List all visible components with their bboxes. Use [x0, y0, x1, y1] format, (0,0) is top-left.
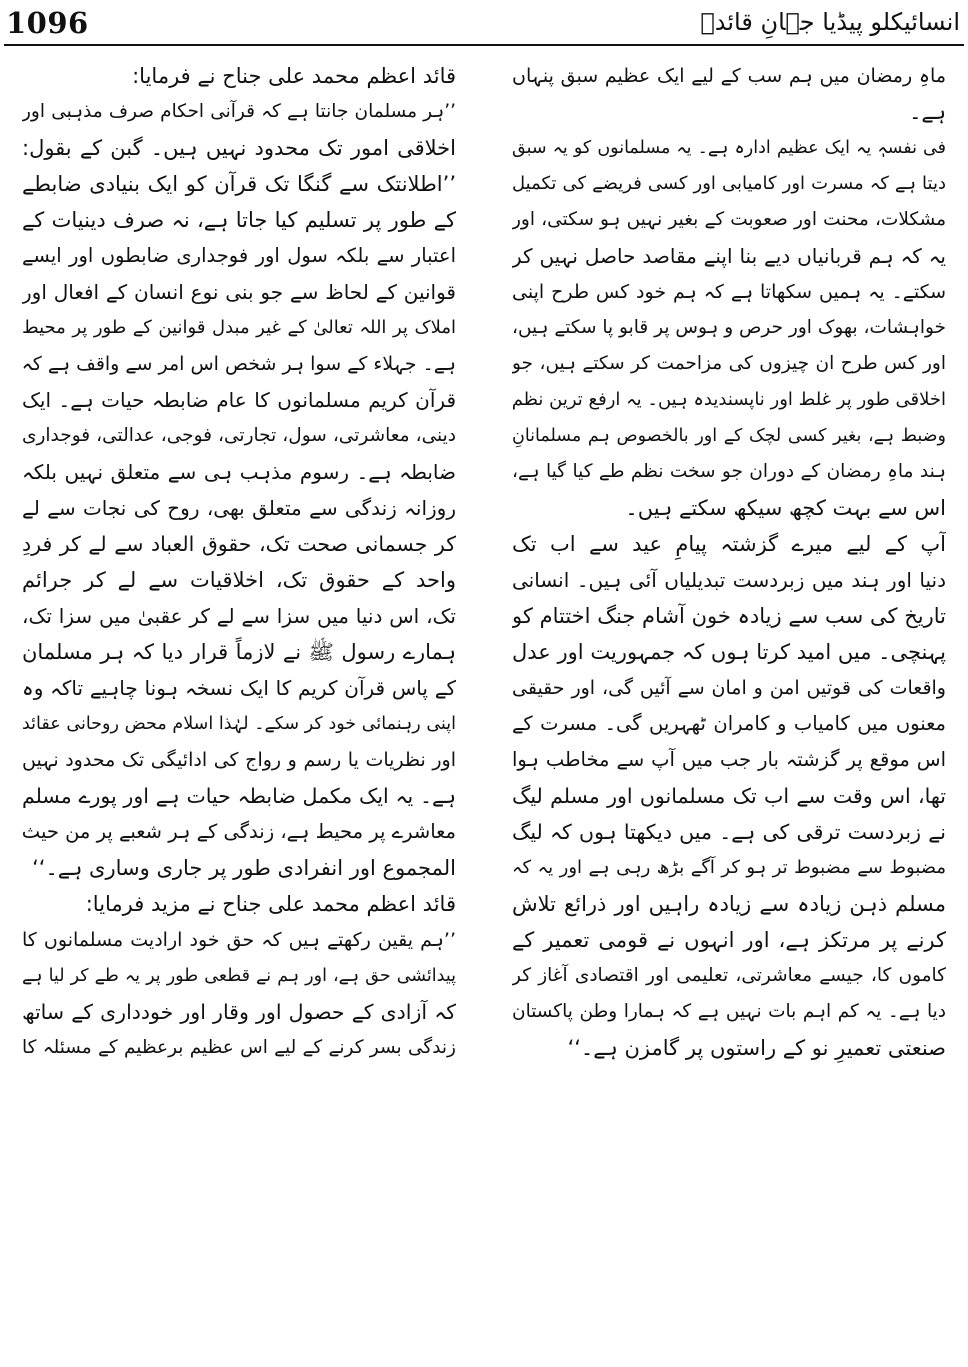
text-line: اخلاقی امور تک محدود نہیں ہیں۔ گبن کے بقول: [22, 136, 456, 160]
right-column [512, 58, 946, 1358]
text-line: قوانین کے لحاظ سے جو بنی نوع انسان کے افعال اور [22, 280, 456, 304]
text-line: واقعات کی قوتیں امن و امان سے آئیں گی، اور حقیقی [512, 677, 946, 699]
text-line: ہے۔ یہ ایک مکمل ضابطہ حیات ہے اور پورے مسلم [22, 784, 456, 808]
text-line: معاشرے پر محیط ہے، زندگی کے ہر شعبے پر من حیث [22, 820, 456, 843]
left-column [22, 58, 456, 1358]
text-line: کر جسمانی صحت تک، حقوق العباد سے لے کر فردِ [22, 532, 456, 556]
text-line: ہند ماہِ رمضان کے دوران جو سخت نظم طے کیا گیا ہے، [512, 461, 946, 482]
text-line: اپنی رہنمائی خود کر سکے۔ لہٰذا اسلام محض روحانی عقائد [22, 714, 456, 734]
text-line: اور نظریات یا رسم و رواج کی ادائیگی تک محدود نہیں [22, 749, 456, 771]
text-line: وضبط ہے، بغیر کسی لچک کے اور بالخصوص ہم مسلمانانِ [512, 426, 946, 446]
text-line: واحد کے حقوق تک، اخلاقیات سے لے کر جرائم [22, 568, 456, 592]
text-line: کاموں کا، جیسے معاشرتی، تعلیمی اور اقتصادی آغاز کر [512, 965, 946, 986]
text-line: کرنے پر مرتکز ہے، اور انہوں نے قومی تعمیر کے [512, 928, 946, 952]
text-line: تک، اس دنیا میں سزا سے لے کر عقبیٰ میں سزا تک، [22, 604, 456, 628]
text-line: قائد اعظم محمد علی جناح نے فرمایا: [132, 64, 456, 88]
text-line: یہ کہ ہم قربانیاں دیے بنا اپنے مقاصد حاصل نہیں کر [512, 244, 946, 268]
text-line: ہے۔ جہلاء کے سوا ہر شخص اس امر سے واقف ہے کہ [22, 353, 456, 375]
text-line: ’’ہم یقین رکھتے ہیں کہ حق خود ارادیت مسلمانوں کا [22, 929, 456, 951]
text-line: سکتے۔ یہ ہمیں سکھاتا ہے کہ ہم خود کس طرح اپنی [512, 281, 946, 303]
text-line: دینی، معاشرتی، سول، تجارتی، فوجی، عدالتی، فوجداری [22, 425, 456, 446]
running-head: انسائیکلو پیڈیا جہانِ قائدؒ [700, 8, 960, 36]
text-line: ہے۔ [909, 100, 946, 124]
text-line: دیا ہے۔ یہ کم اہم بات نہیں ہے کہ ہمارا وطن پاکستان [512, 1001, 946, 1022]
text-line: قرآن کریم مسلمانوں کا عام ضابطہ حیات ہے۔ ایک [22, 388, 456, 412]
page-header [0, 0, 968, 48]
text-line: ماہِ رمضان میں ہم سب کے لیے ایک عظیم سبق پنہاں [512, 65, 946, 87]
text-line: زندگی بسر کرنے کے لیے اس عظیم برعظیم کے مسئلہ کا [22, 1037, 456, 1058]
text-line: تھا، اس وقت سے اب تک مسلمانوں اور مسلم لیگ [512, 784, 946, 808]
text-line: اس سے بہت کچھ سیکھ سکتے ہیں۔ [625, 496, 946, 520]
text-line: دیتا ہے کہ مسرت اور کامیابی اور کسی فریضے کی تکمیل [512, 173, 946, 194]
page-number: 1096 [6, 6, 89, 40]
text-line: تاریخ کی سب سے زیادہ خون آشام جنگ اختتام کو [512, 604, 946, 628]
text-line: نے زبردست ترقی کی ہے۔ میں دیکھتا ہوں کہ لیگ [512, 820, 946, 844]
text-line: ’’ہر مسلمان جانتا ہے کہ قرآنی احکام صرف مذہبی اور [22, 101, 456, 122]
text-line: ہمارے رسول ﷺ نے لازماً قرار دیا کہ ہر مسلمان [22, 640, 456, 664]
text-line: صنعتی تعمیرِ نو کے راستوں پر گامزن ہے۔‘‘ [567, 1036, 946, 1060]
text-line: مضبوط سے مضبوط تر ہو کر آگے بڑھ رہی ہے اور یہ کہ [512, 857, 946, 878]
text-line: مسلم ذہن زیادہ سے زیادہ راہیں اور ذرائع تلاش [512, 892, 946, 916]
text-line: قائد اعظم محمد علی جناح نے مزید فرمایا: [85, 892, 456, 916]
text-line: اعتبار سے بلکہ سول اور فوجداری ضابطوں اور ایسے [22, 244, 456, 267]
text-line: کہ آزادی کے حصول اور وقار اور خودداری کے ساتھ [22, 1000, 456, 1024]
text-line: روزانہ زندگی سے متعلق بھی، روح کی نجات سے لے [22, 496, 456, 520]
text-line: اخلاقی طور پر غلط اور ناپسندیدہ ہیں۔ یہ ارفع ترین نظم [512, 389, 946, 410]
text-line: ضابطہ ہے۔ رسوم مذہب ہی سے متعلق نہیں بلکہ [22, 460, 456, 484]
text-line: املاک پر اللہ تعالیٰ کے غیر مبدل قوانین کے طور پر محیط [22, 317, 456, 338]
text-line: اور کس طرح ان چیزوں کی مزاحمت کر سکتے ہیں، جو [512, 353, 946, 374]
text-line: کے طور پر تسلیم کیا جاتا ہے، نہ صرف دینیات کے [22, 208, 456, 232]
text-line: اس موقع پر گزشتہ بار جب میں آپ سے مخاطب ہوا [512, 748, 946, 771]
text-line: معنوں میں کامیاب و کامران ٹھہریں گی۔ مسرت کے [512, 712, 946, 735]
text-line: آپ کے لیے میرے گزشتہ پیامِ عید سے اب تک [512, 532, 946, 556]
text-line: پیدائشی حق ہے، اور ہم نے قطعی طور پر یہ طے کر لیا ہے [22, 966, 456, 986]
text-line: فی نفسہٖ یہ ایک عظیم ادارہ ہے۔ یہ مسلمانوں کو یہ سبق [512, 138, 946, 158]
text-line: خواہشات، بھوک اور حرص و ہوس پر قابو پا سکتے ہیں، [512, 317, 946, 338]
text-line: المجموع اور انفرادی طور پر جاری وساری ہے۔‘‘ [32, 856, 456, 880]
header-rule [4, 44, 964, 46]
text-line: پہنچی۔ میں امید کرتا ہوں کہ جمہوریت اور عدل [512, 640, 946, 664]
text-line: مشکلات، محنت اور صعوبت کے بغیر نہیں ہو سکتی، اور [512, 209, 946, 230]
text-line: کے پاس قرآن کریم کا ایک نسخہ ہونا چاہیے تاکہ وہ [22, 676, 456, 700]
text-line: دنیا اور ہند میں زبردست تبدیلیاں آئی ہیں۔ انسانی [512, 568, 946, 592]
text-line: ’’اطلانتک سے گنگا تک قرآن کو ایک بنیادی ضابطے [22, 172, 456, 196]
